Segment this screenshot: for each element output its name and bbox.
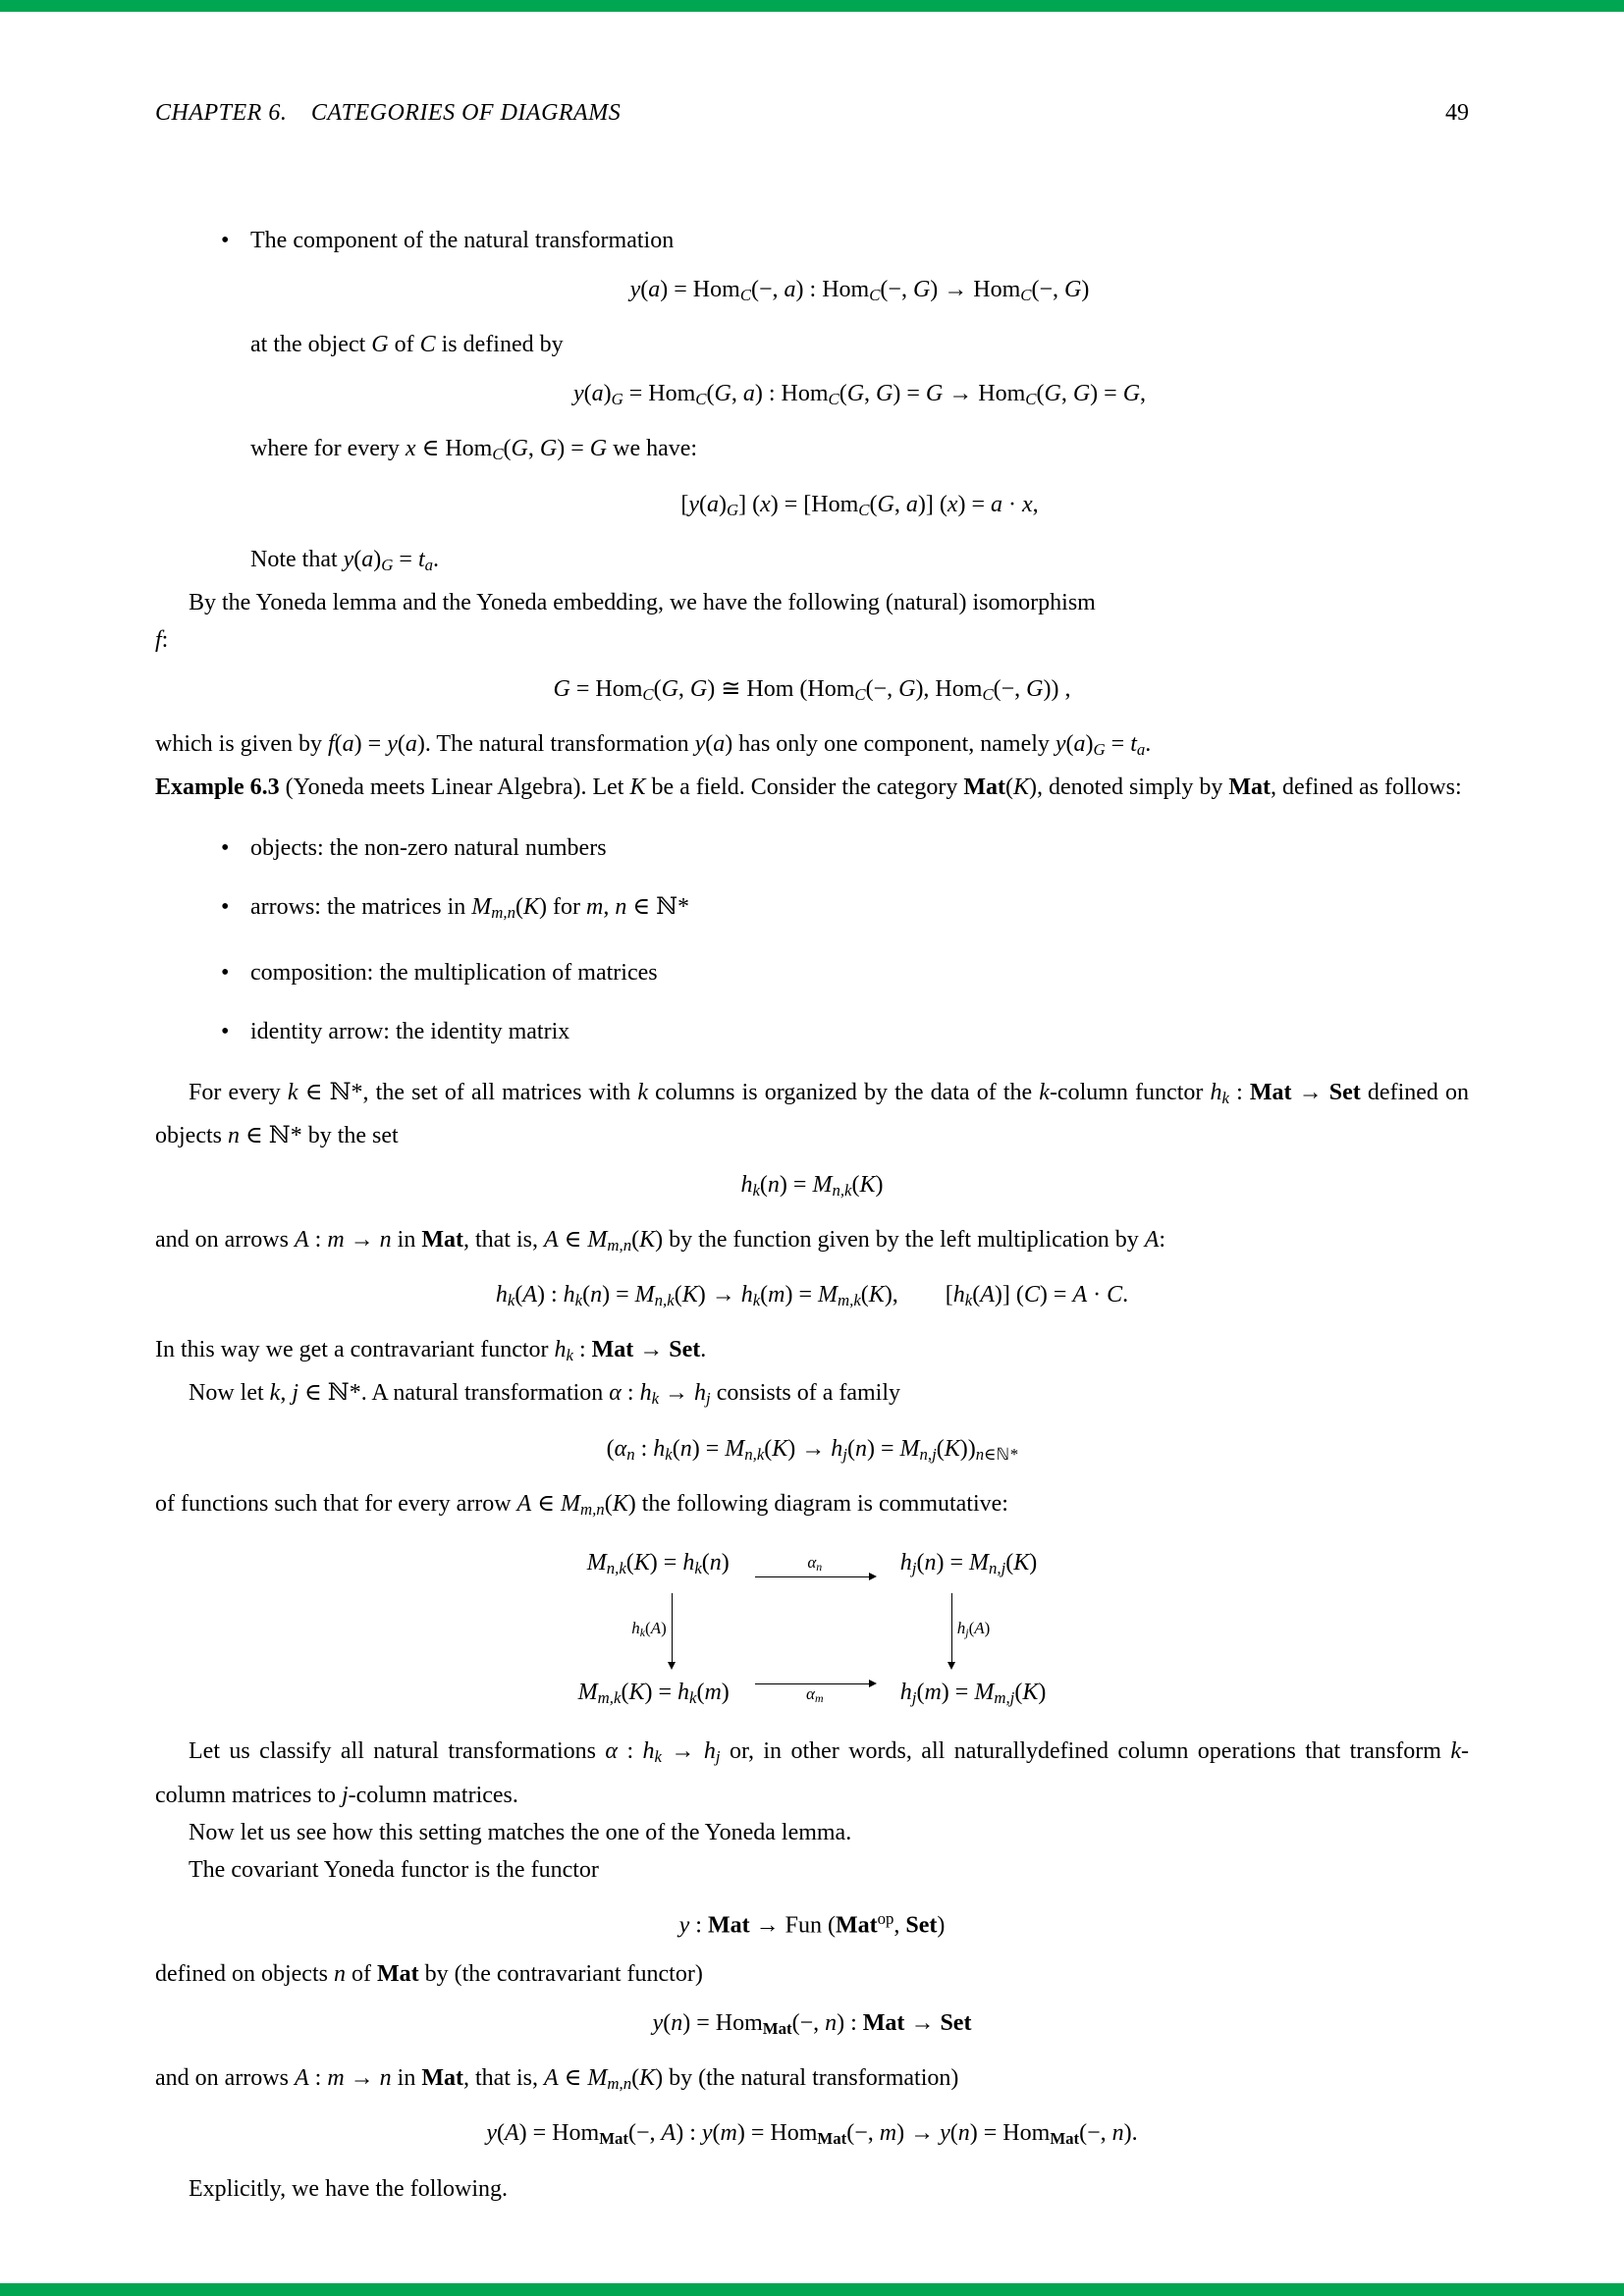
arrow-label-alpha-m: αm — [806, 1684, 824, 1706]
left-vertical-arrow — [631, 1587, 673, 1674]
list-item-identity — [221, 1013, 1469, 1050]
mat-definition-list — [221, 829, 1469, 1049]
running-header — [155, 94, 1469, 132]
equation-y-A: y(A) = HomMat(−, A) : y(m) = HomMat(−, m) → y(n) = HomMat(−, n). — [486, 2120, 1138, 2149]
diagram-node-top-left: Mn,k(K) = hk(n) — [586, 1550, 730, 1578]
equation-y-n: y(n) = HomMat(−, n) : Mat → Set — [652, 2009, 972, 2039]
para-f-colon: f: — [155, 626, 169, 653]
list-item-text: arrows: the matrices in Mm,n(K) for m, n ∈ ℕ* — [250, 894, 690, 923]
down-arrow-icon — [951, 1593, 952, 1668]
para-at-object: at the object G of C is defined by — [250, 332, 564, 358]
diagram-node-top-right: hj(n) = Mn,j(K) — [899, 1550, 1038, 1578]
equation-isomorphism: G = HomC(G, G) ≅ Hom (HomC(−, G), HomC(−, G)) , — [553, 675, 1071, 705]
equation-component: y(a) = HomC(−, a) : HomC(−, G) → HomC(−, G) — [629, 277, 1090, 305]
diagram-node-bottom-right: hj(m) = Mm,j(K) — [899, 1680, 1047, 1708]
equation-hk-n: hk(n) = Mn,k(K) — [740, 1171, 884, 1200]
bullet-icon: • — [221, 835, 230, 862]
right-vertical-arrow — [951, 1587, 991, 1674]
para-for-every: For every k ∈ ℕ*, the set of all matrices with k columns is organized by the data of the k-column functor hk : Mat → Set defined on objects n ∈ ℕ* by the set — [155, 1079, 1470, 1148]
para-of-functions: of functions such that for every arrow A ∈ Mm,n(K) the following diagram is commutative: — [155, 1490, 1008, 1519]
page-body — [155, 222, 1469, 2208]
bullet-item-text: The component of the natural transformation — [250, 228, 675, 253]
para-setting: Now let us see how this setting matches the one of the Yoneda lemma. — [189, 1819, 852, 1845]
para-example-heading: Example 6.3 (Yoneda meets Linear Algebra). Let K be a field. Consider the category Mat(K), denoted simply by Mat, defined as follows: — [155, 774, 1462, 801]
para-which-given: which is given by f(a) = y(a). The natural transformation y(a) has only one component, namely y(a)G = ta. — [155, 731, 1152, 760]
para-defined-objects: defined on objects n of Mat by (the contravariant functor) — [155, 1960, 703, 1987]
page-edge-bottom — [0, 2283, 1624, 2296]
bullet-icon: • — [221, 1018, 230, 1044]
arrow-label-hj-A: hj(A) — [956, 1619, 991, 1640]
bottom-horizontal-arrow — [755, 1683, 875, 1707]
top-horizontal-arrow — [755, 1554, 875, 1577]
equation-family: (αn : hk(n) = Mn,k(K) → hj(n) = Mn,j(K))n∈ℕ* — [606, 1435, 1018, 1464]
right-arrow-icon — [755, 1576, 875, 1577]
equation-yoneda-functor: y : Mat → Fun (Mat$^{op}$, Set) — [678, 1908, 946, 1938]
list-item-arrows — [221, 888, 1469, 932]
bullet-icon: • — [221, 959, 230, 986]
para-yoneda-lemma: By the Yoneda lemma and the Yoneda embedding, we have the following (natural) isomorphism — [189, 589, 1096, 615]
diagram-node-bottom-left: Mm,k(K) = hk(m) — [577, 1680, 730, 1708]
page-edge-top — [0, 0, 1624, 12]
down-arrow-icon — [672, 1593, 673, 1668]
list-item-composition — [221, 954, 1469, 991]
bullet-icon: • — [221, 228, 230, 253]
para-on-arrows: and on arrows A : m → n in Mat, that is, A ∈ Mm,n(K) by the function given by the left multiplication by A: — [155, 1226, 1166, 1255]
commutative-diagram — [155, 1544, 1469, 1717]
list-item-objects — [221, 829, 1469, 867]
para-explicitly: Explicitly, we have the following. — [189, 2175, 509, 2202]
para-covariant: The covariant Yoneda functor is the functor — [189, 1856, 599, 1883]
equation-component-at-G: y(a)G = HomC(G, a) : HomC(G, G) = G → HomC(G, G) = G, — [572, 381, 1147, 409]
para-note: Note that y(a)G = ta. — [250, 546, 440, 574]
list-item-text: objects: the non-zero natural numbers — [250, 835, 607, 862]
para-contravariant: In this way we get a contravariant functor hk : Mat → Set. — [155, 1337, 707, 1365]
bullet-icon: • — [221, 894, 230, 921]
arrow-label-alpha-n: αn — [807, 1553, 823, 1575]
para-arrows-natural: and on arrows A : m → n in Mat, that is, A ∈ Mm,n(K) by (the natural transformation) — [155, 2065, 959, 2094]
right-arrow-icon — [755, 1683, 875, 1684]
arrow-label-hk-A: hk(A) — [631, 1619, 667, 1640]
list-item-text: identity arrow: the identity matrix — [250, 1018, 570, 1044]
para-where: where for every x ∈ HomC(G, G) = G we have: — [250, 436, 698, 464]
bullet-item-component — [221, 222, 1469, 584]
list-item-text: composition: the multiplication of matrices — [250, 959, 658, 986]
chapter-running-head: CHAPTER 6. CATEGORIES OF DIAGRAMS — [155, 100, 622, 126]
page-number: 49 — [1445, 100, 1469, 126]
equation-hk-A: hk(A) : hk(n) = Mn,k(K) → hk(m) = Mm,k(K), [hk(A)] (C) = A · C. — [495, 1282, 1129, 1310]
para-now-let: Now let k, j ∈ ℕ*. A natural transformation α : hk → hj consists of a family — [189, 1380, 901, 1409]
commutative-diagram-grid — [578, 1544, 1047, 1717]
para-classify: Let us classify all natural transformations α : hk → hj or, in other words, all naturallydefined column operations that transform k-column matrices to j-column matrices. — [155, 1738, 1469, 1808]
equation-evaluation: [y(a)G] (x) = [HomC(G, a)] (x) = a · x, — [680, 491, 1039, 519]
